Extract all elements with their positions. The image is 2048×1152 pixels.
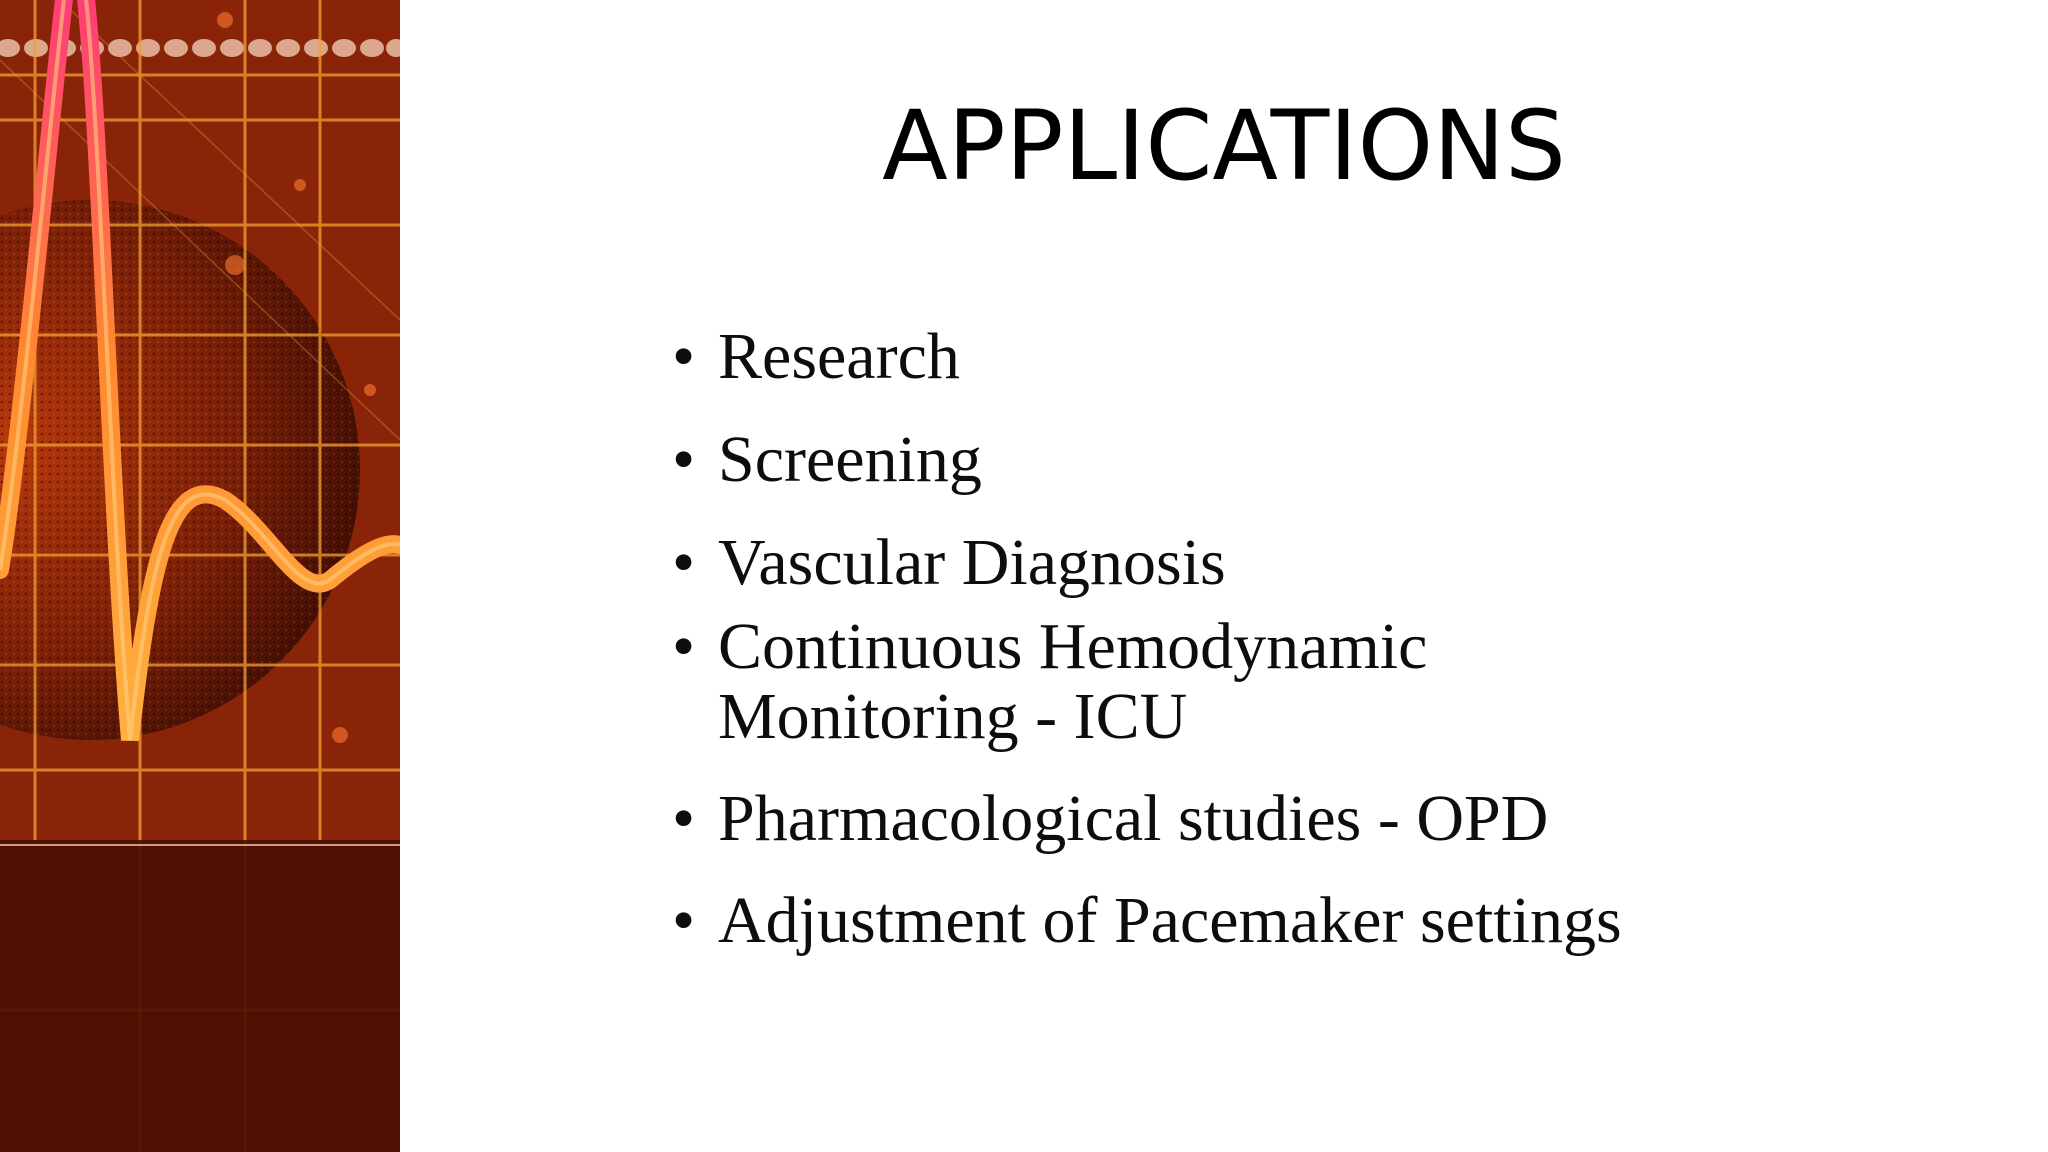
list-item-text: Continuous Hemodynamic	[718, 610, 1428, 683]
list-item	[672, 322, 1818, 392]
bullet-icon: •	[672, 423, 696, 496]
list-item-text: Adjustment of Pacemaker settings	[718, 884, 1622, 957]
list-item-text: Research	[718, 320, 960, 393]
lower-band	[0, 840, 400, 1152]
list-item	[672, 784, 1818, 854]
list-item-text: Screening	[718, 423, 982, 496]
bullet-icon: •	[672, 782, 696, 855]
bullet-icon: •	[672, 320, 696, 393]
bullet-icon: •	[672, 526, 696, 599]
bullet-icon: •	[672, 884, 696, 957]
decorative-side-panel	[0, 0, 400, 1152]
list-item	[672, 528, 1818, 598]
list-item	[672, 886, 1818, 956]
list-item-text: Vascular Diagnosis	[718, 526, 1226, 599]
applications-list	[672, 322, 1818, 956]
slide-title: APPLICATIONS	[882, 90, 1566, 202]
list-item	[672, 425, 1818, 495]
list-item-text-continued: Monitoring - ICU	[718, 680, 1188, 753]
ecg-background-art	[0, 0, 400, 1152]
bullet-icon: •	[672, 610, 696, 683]
list-item-text: Pharmacological studies - OPD	[718, 782, 1549, 855]
list-item	[672, 612, 1818, 752]
